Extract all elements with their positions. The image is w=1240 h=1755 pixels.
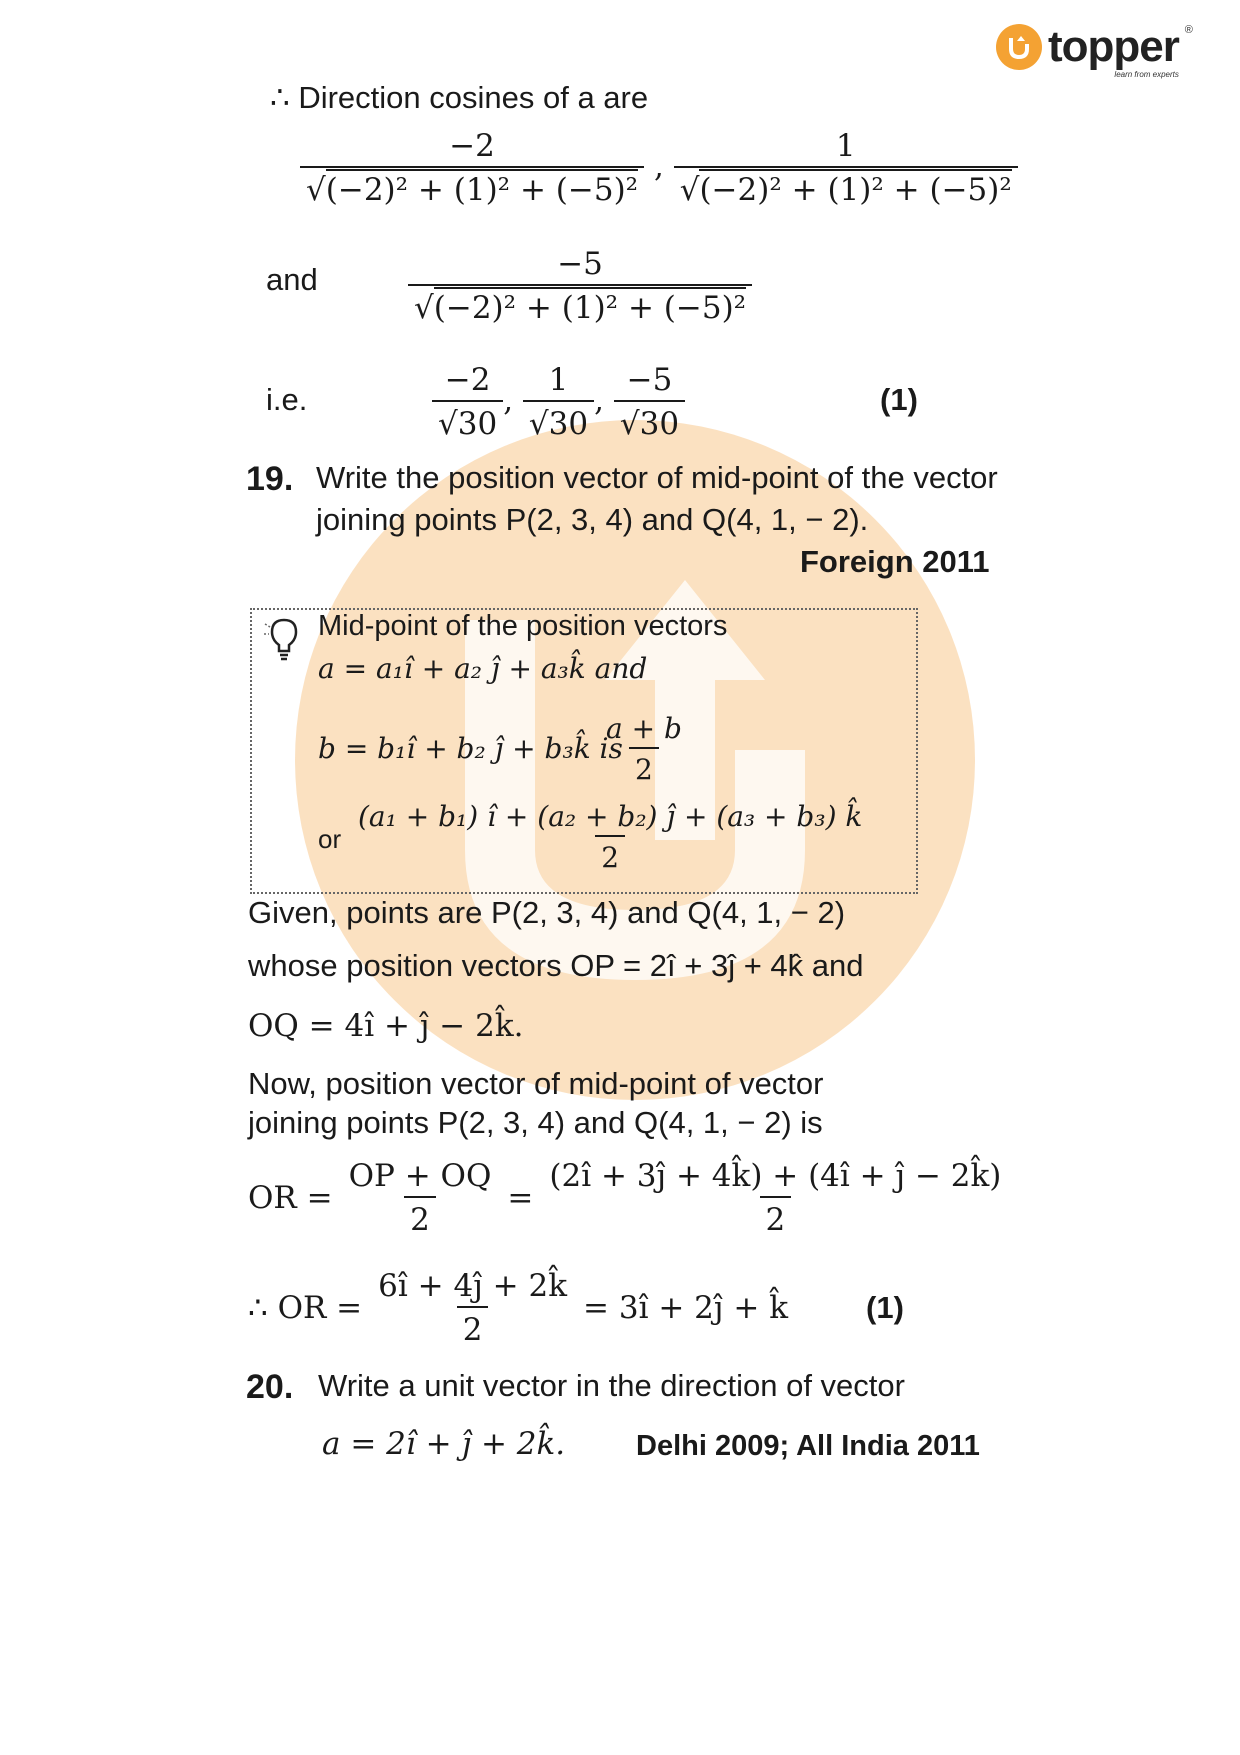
logo-mark-icon <box>996 24 1042 70</box>
hint-line-2: a = a₁î + a₂ ĵ + a₃k̂ and <box>318 652 648 685</box>
solution-oq: OQ = 4î + ĵ − 2k̂. <box>248 1008 524 1044</box>
hint-line-1: Mid-point of the position vectors <box>318 610 728 642</box>
direction-cosines-intro: ∴ Direction cosines of a are <box>270 80 649 115</box>
brand-name: topper <box>1048 22 1179 71</box>
and-label: and <box>266 262 318 297</box>
dc-fraction-1: $\frac{-2}{\text{√(−2)² + (1)² + (−5)²}}$ <box>300 128 644 208</box>
brand-tagline: learn from experts <box>1114 70 1179 79</box>
hint-or-label: or <box>318 824 342 854</box>
question-20-number: 20. <box>246 1368 294 1406</box>
hint-line-3: b = b₁î + b₂ ĵ + b₃k̂ is <box>318 732 623 765</box>
question-19-line-1: Write the position vector of mid-point of the vector <box>316 460 998 495</box>
dc-fraction-row: $\frac{-2}{\text{√(−2)² + (1)² + (−5)²}}$ , $\frac{1}{\text{√(−2)² + (1)² + (−5)²}}$ <box>300 128 1018 208</box>
question-20-line-2: a = 2î + ĵ + 2k̂. <box>322 1426 566 1462</box>
question-20-source: Delhi 2009; All India 2011 <box>636 1430 980 1462</box>
dc-fraction-3: $\frac{-5}{\text{√(−2)² + (1)² + (−5)²}}$ <box>408 246 752 326</box>
ie-label: i.e. <box>266 382 308 417</box>
solution-now-line-2: joining points P(2, 3, 4) and Q(4, 1, − 2) is <box>248 1105 823 1140</box>
question-19-line-2: joining points P(2, 3, 4) and Q(4, 1, − 2). <box>316 502 869 537</box>
hint-fraction: $\frac{a + b}{2}$ <box>606 712 682 786</box>
registered-mark: ® <box>1184 24 1193 36</box>
marks-label-2: (1) <box>866 1290 904 1325</box>
midpoint-result: ∴ OR = $\frac{6î + 4ĵ + 2k̂}{2}$ = 3î + 2ĵ + k̂ <box>248 1268 788 1348</box>
dc-fraction-2: $\frac{1}{\text{√(−2)² + (1)² + (−5)²}}$ <box>674 128 1018 208</box>
question-19-source: Foreign 2011 <box>800 544 990 579</box>
solution-now-line-1: Now, position vector of mid-point of vector <box>248 1066 824 1101</box>
marks-label-1: (1) <box>880 382 918 417</box>
lightbulb-icon <box>262 614 306 664</box>
brand-logo <box>996 22 1193 79</box>
midpoint-equation: OR = $\frac{OP + OQ}{2}$ = $\frac{(2î + 3ĵ + 4k̂) + (4î + ĵ - 2k̂)}{2}$ <box>248 1158 1002 1238</box>
question-19-number: 19. <box>246 460 294 498</box>
solution-given: Given, points are P(2, 3, 4) and Q(4, 1, − 2) <box>248 895 846 930</box>
hint-or-fraction: $\frac{\text{(a₁ + b₁) î + (a₂ + b₂) ĵ + (a₃ + b₃) k̂}}{2}$ <box>358 800 863 874</box>
ie-fraction-row: $\frac{-2}{√30}$ , $\frac{1}{√30}$ , $\frac{-5}{√30}$ <box>432 362 685 442</box>
question-20-line-1: Write a unit vector in the direction of vector <box>318 1368 905 1403</box>
solution-whose: whose position vectors OP = 2î + 3ĵ + 4k̂ and <box>248 948 864 983</box>
